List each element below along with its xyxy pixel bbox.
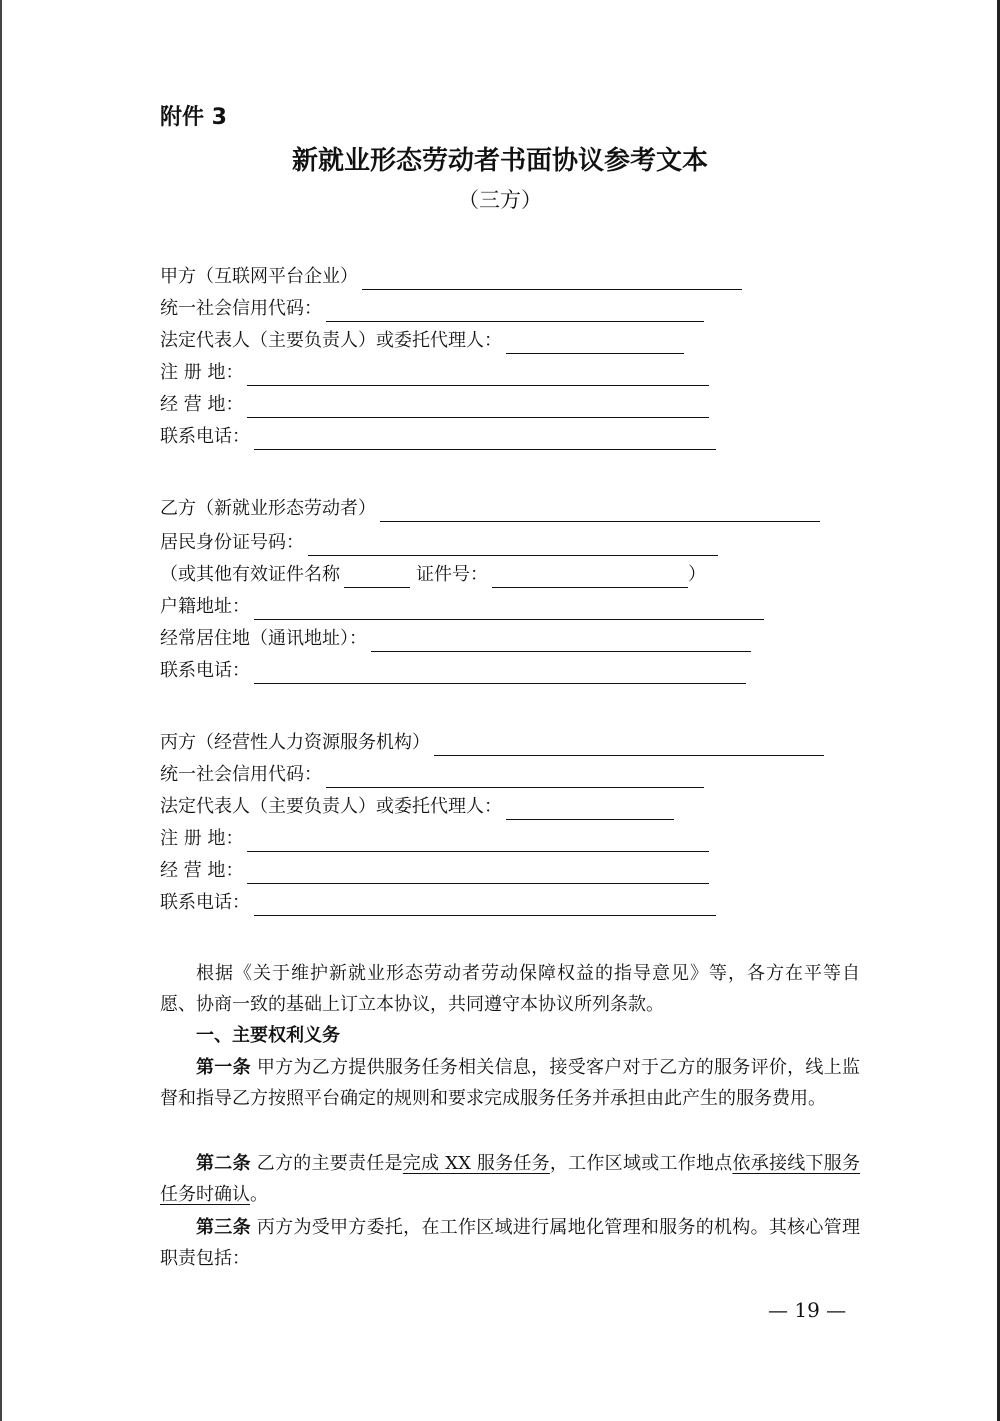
article-2-text-c: 。 — [250, 1184, 268, 1205]
page-number: — 19 — — [768, 1298, 847, 1322]
party-b-other-id-number-field[interactable] — [492, 567, 688, 588]
party-b-other-id-number-label: 证件号： — [416, 564, 488, 585]
party-b-name-row — [160, 496, 820, 522]
party-a-biz-field[interactable] — [247, 397, 709, 418]
party-c-credit-field[interactable] — [326, 767, 704, 788]
party-c-rep-label: 法定代表人（主要负责人）或委托代理人： — [160, 796, 502, 817]
party-b-household-label: 户籍地址： — [160, 596, 250, 617]
party-c-phone-label: 联系电话： — [160, 892, 250, 913]
party-a-reg-label: 注 册 地： — [160, 362, 244, 383]
party-c-phone-field[interactable] — [254, 895, 716, 916]
party-a-biz-row — [160, 392, 709, 418]
intro-paragraph: 根据《关于维护新就业形态劳动者劳动保障权益的指导意见》等，各方在平等自愿、协商一致的基础上订立本协议，共同遵守本协议所列条款。 — [160, 963, 860, 1015]
party-b-id-row — [160, 530, 718, 556]
party-b-id-label: 居民身份证号码： — [160, 532, 304, 553]
article-2-text-a: 乙方的主要责任是 — [256, 1153, 403, 1174]
party-c-reg-field[interactable] — [247, 831, 709, 852]
party-a-name-row — [160, 264, 742, 290]
party-a-name-field[interactable] — [362, 269, 742, 290]
party-b-other-id-row — [160, 562, 706, 588]
party-b-phone-row — [160, 658, 746, 684]
party-c-reg-row — [160, 826, 709, 852]
party-a-biz-label: 经 营 地： — [160, 394, 244, 415]
party-c-rep-row — [160, 794, 674, 820]
party-b-residence-field[interactable] — [371, 631, 751, 652]
party-c-reg-label: 注 册 地： — [160, 828, 244, 849]
document-title: 新就业形态劳动者书面协议参考文本 — [291, 146, 708, 176]
party-c-phone-row — [160, 890, 716, 916]
party-c-biz-label: 经 营 地： — [160, 860, 244, 881]
article-1-text: 甲方为乙方提供服务任务相关信息，接受客户对于乙方的服务评价，线上监督和指导乙方按照平台确定的规则和要求完成服务任务并承担由此产生的服务费用。 — [160, 1057, 860, 1109]
article-1-label: 第一条 — [196, 1057, 251, 1078]
party-a-credit-row — [160, 296, 704, 322]
party-b-residence-row — [160, 626, 751, 652]
party-a-credit-label: 统一社会信用代码： — [160, 298, 322, 319]
article-2 — [160, 1148, 860, 1210]
party-c-rep-field[interactable] — [506, 799, 674, 820]
party-c-name-row — [160, 730, 824, 756]
party-b-other-id-close: ） — [688, 564, 706, 585]
party-a-phone-field[interactable] — [254, 429, 716, 450]
section-heading: 一、主要权利义务 — [196, 1025, 340, 1046]
party-c-credit-label: 统一社会信用代码： — [160, 764, 322, 785]
party-a-rep-row — [160, 328, 684, 354]
party-b-household-row — [160, 594, 764, 620]
attachment-label: 附件 3 — [160, 105, 227, 130]
article-1 — [160, 1052, 860, 1114]
party-b-name-label: 乙方（新就业形态劳动者） — [160, 498, 376, 519]
party-a-phone-label: 联系电话： — [160, 426, 250, 447]
article-2-text-b: ，工作区域或工作地点 — [549, 1153, 733, 1174]
article-2-fill-a: 完成 XX 服务任务 — [402, 1153, 550, 1174]
party-a-rep-field[interactable] — [506, 333, 684, 354]
party-c-biz-field[interactable] — [247, 863, 709, 884]
party-b-phone-label: 联系电话： — [160, 660, 250, 681]
party-b-other-id-name-field[interactable] — [344, 567, 410, 588]
party-a-reg-field[interactable] — [247, 365, 709, 386]
article-3 — [160, 1212, 860, 1274]
party-b-other-id-label: （或其他有效证件名称 — [160, 564, 340, 585]
party-b-residence-label: 经常居住地（通讯地址）： — [160, 628, 367, 649]
party-a-reg-row — [160, 360, 709, 386]
party-b-household-field[interactable] — [254, 599, 764, 620]
party-c-biz-row — [160, 858, 709, 884]
article-3-label: 第三条 — [196, 1217, 251, 1238]
party-a-rep-label: 法定代表人（主要负责人）或委托代理人： — [160, 330, 502, 351]
party-b-name-field[interactable] — [380, 501, 820, 522]
party-a-phone-row — [160, 424, 716, 450]
article-2-label: 第二条 — [196, 1153, 251, 1174]
party-a-credit-field[interactable] — [326, 301, 704, 322]
party-b-phone-field[interactable] — [254, 663, 746, 684]
party-c-name-label: 丙方（经营性人力资源服务机构） — [160, 732, 430, 753]
article-2-fill-b: 依承接线下服务任务时确认 — [160, 1153, 861, 1205]
article-3-text: 丙方为受甲方委托，在工作区域进行属地化管理和服务的机构。其核心管理职责包括： — [160, 1217, 860, 1269]
party-b-id-field[interactable] — [308, 535, 718, 556]
party-a-name-label: 甲方（互联网平台企业） — [160, 266, 358, 287]
document-subtitle: （三方） — [458, 188, 542, 212]
party-c-credit-row — [160, 762, 704, 788]
party-c-name-field[interactable] — [434, 735, 824, 756]
